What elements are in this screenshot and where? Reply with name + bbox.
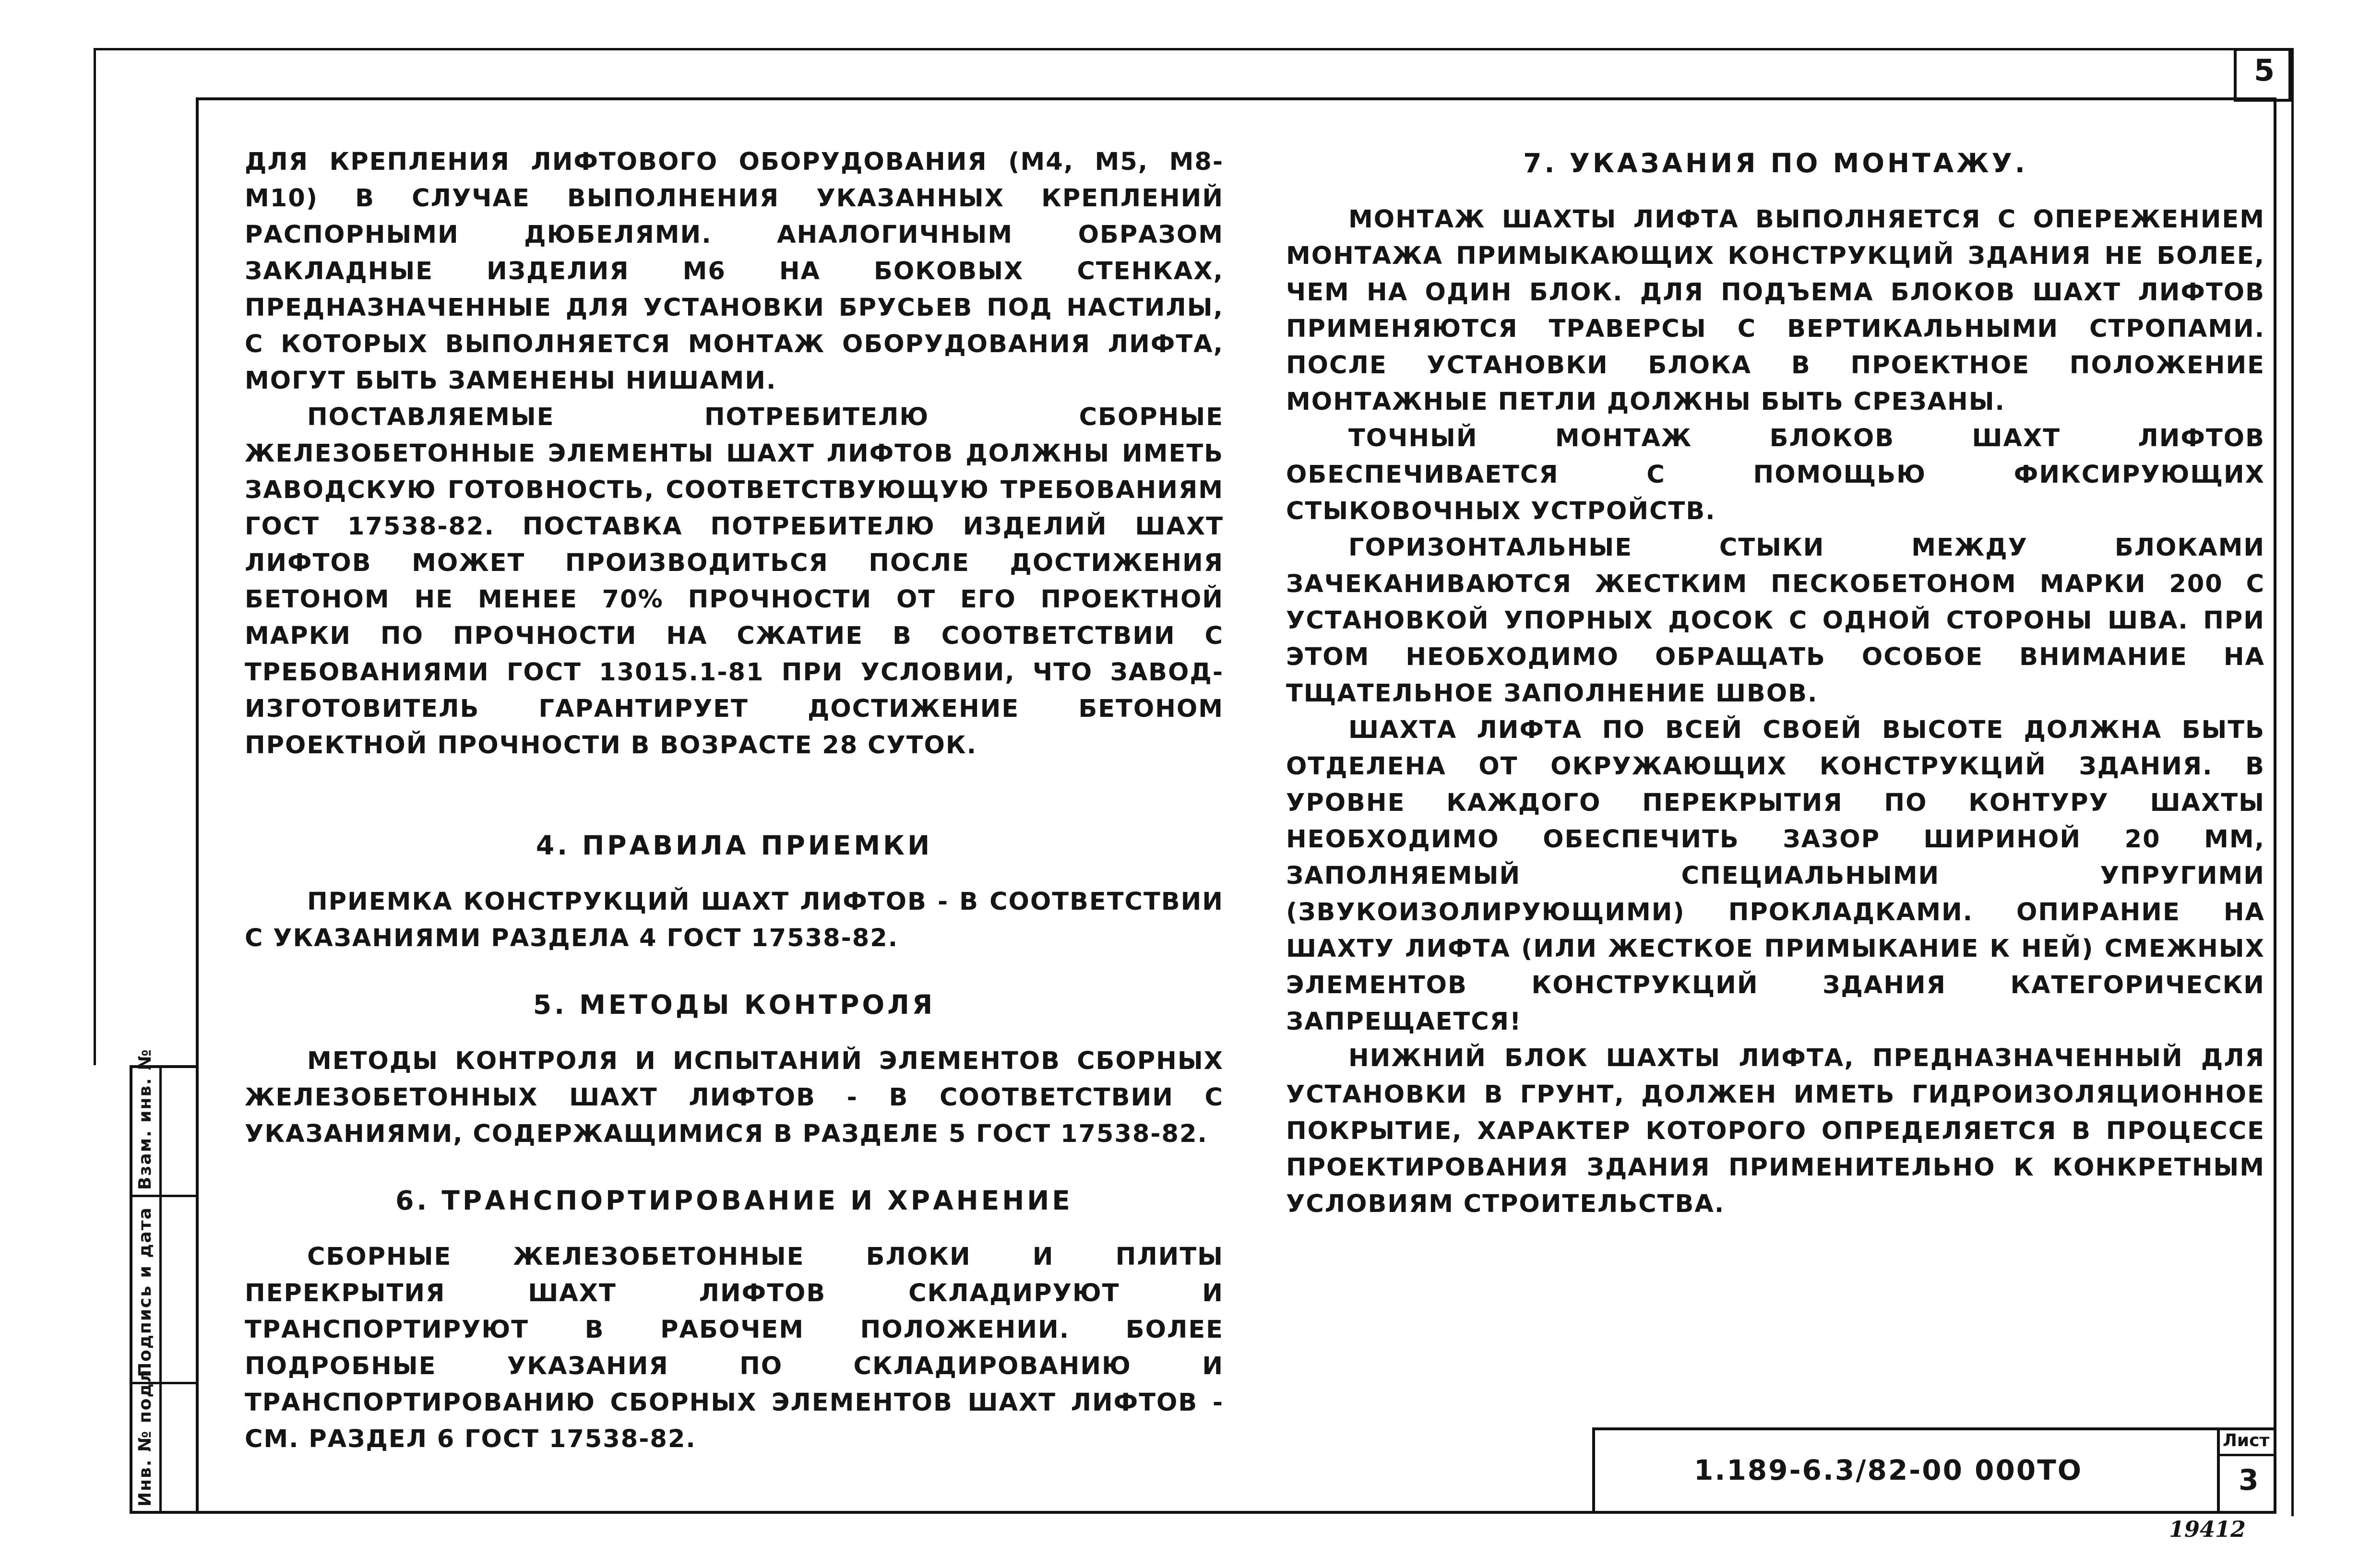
title-block-top-line: [1592, 1427, 2276, 1430]
side-stamp-vzam-inv: Взам. инв. №: [135, 1048, 155, 1190]
right-paragraph-3: ГОРИЗОНТАЛЬНЫЕ СТЫКИ МЕЖДУ БЛОКАМИ ЗАЧЕКАНИВАЮТСЯ ЖЕСТКИМ ПЕСКОБЕТОНОМ МАРКИ 200 С УСТАНОВКОЙ УПОРНЫХ ДОСОК С ОДНОЙ СТОРОНЫ ШВА. ПРИ ЭТОМ НЕОБХОДИМО ОБРАЩАТЬ ОСОБОЕ ВНИМАНИЕ НА ТЩАТЕЛЬНОЕ ЗАПОЛНЕНИЕ ШВОВ.: [1286, 534, 2265, 708]
title-block-left-line: [1592, 1427, 1595, 1514]
section-4-heading: 4. ПРАВИЛА ПРИЕМКИ: [536, 830, 933, 861]
right-paragraph-2: ТОЧНЫЙ МОНТАЖ БЛОКОВ ШАХТ ЛИФТОВ ОБЕСПЕЧИВАЕТСЯ С ПОМОЩЬЮ ФИКСИРУЮЩИХ СТЫКОВОЧНЫХ УСТРОЙСТВ.: [1286, 424, 2265, 525]
right-outer-line: [2291, 48, 2294, 1516]
sheet-value: 3: [2239, 1463, 2259, 1497]
left-paragraph-1: ДЛЯ КРЕПЛЕНИЯ ЛИФТОВОГО ОБОРУДОВАНИЯ (М4, М5, М8-М10) В СЛУЧАЕ ВЫПОЛНЕНИЯ УКАЗАННЫХ КРЕПЛЕНИЙ РАСПОРНЫМИ ДЮБЕЛЯМИ. АНАЛОГИЧНЫМ ОБРАЗОМ ЗАКЛАДНЫЕ ИЗДЕЛИЯ М6 НА БОКОВЫХ СТЕНКАХ, ПРЕДНАЗНАЧЕННЫЕ ДЛЯ УСТАНОВКИ БРУСЬЕВ ПОД НАСТИЛЫ, С КОТОРЫХ ВЫПОЛНЯЕТСЯ МОНТАЖ ОБОРУДОВАНИЯ ЛИФТА, МОГУТ БЫТЬ ЗАМЕНЕНЫ НИШАМИ.: [245, 148, 1224, 395]
left-outer-line: [94, 48, 96, 1065]
doc-code: 1.189-6.3/82-00 000ТО: [1694, 1454, 2083, 1486]
handwritten-note: 19412: [2169, 1516, 2246, 1542]
right-paragraph-5: НИЖНИЙ БЛОК ШАХТЫ ЛИФТА, ПРЕДНАЗНАЧЕННЫЙ ДЛЯ УСТАНОВКИ В ГРУНТ, ДОЛЖЕН ИМЕТЬ ГИДРОИЗОЛЯЦИОННОЕ ПОКРЫТИЕ, ХАРАКТЕР КОТОРОГО ОПРЕДЕЛЯЕТСЯ В ПРОЦЕССЕ ПРОЕКТИРОВАНИЯ ЗДАНИЯ ПРИМЕНИТЕЛЬНО К КОНКРЕТНЫМ УСЛОВИЯМ СТРОИТЕЛЬСТВА.: [1286, 1044, 2265, 1218]
sheet-label: Лист: [2223, 1431, 2270, 1450]
right-paragraph-4: ШАХТА ЛИФТА ПО ВСЕЙ СВОЕЙ ВЫСОТЕ ДОЛЖНА БЫТЬ ОТДЕЛЕНА ОТ ОКРУЖАЮЩИХ КОНСТРУКЦИЙ ЗДАНИЯ. В УРОВНЕ КАЖДОГО ПЕРЕКРЫТИЯ ПО КОНТУРУ ШАХТЫ НЕОБХОДИМО ОБЕСПЕЧИТЬ ЗАЗОР ШИРИНОЙ 20 ММ, ЗАПОЛНЯЕМЫЙ СПЕЦИАЛЬНЫМИ УПРУГИМИ (ЗВУКОИЗОЛИРУЮЩИМИ) ПРОКЛАДКАМИ. ОПИРАНИЕ НА ШАХТУ ЛИФТА (ИЛИ ЖЕСТКОЕ ПРИМЫКАНИЕ К НЕЙ) СМЕЖНЫХ ЭЛЕМЕНТОВ КОНСТРУКЦИЙ ЗДАНИЯ КАТЕГОРИЧЕСКИ ЗАПРЕЩАЕТСЯ!: [1286, 716, 2265, 1036]
page-number: 5: [2254, 53, 2275, 88]
section-7-heading: 7. УКАЗАНИЯ ПО МОНТАЖУ.: [1523, 148, 2028, 178]
side-stamp-divider: [159, 1065, 162, 1514]
right-paragraph-1: МОНТАЖ ШАХТЫ ЛИФТА ВЫПОЛНЯЕТСЯ С ОПЕРЕЖЕНИЕМ МОНТАЖА ПРИМЫКАЮЩИХ КОНСТРУКЦИЙ ЗДАНИЯ НЕ БОЛЕЕ, ЧЕМ НА ОДИН БЛОК. ДЛЯ ПОДЪЕМА БЛОКОВ ШАХТ ЛИФТОВ ПРИМЕНЯЮТСЯ ТРАВЕРСЫ С ВЕРТИКАЛЬНЫМИ СТРОПАМИ. ПОСЛЕ УСТАНОВКИ БЛОКА В ПРОЕКТНОЕ ПОЛОЖЕНИЕ МОНТАЖНЫЕ ПЕТЛИ ДОЛЖНЫ БЫТЬ СРЕЗАНЫ.: [1286, 205, 2265, 416]
side-stamp-row1: [130, 1195, 199, 1197]
sheet-cell-divider: [2217, 1454, 2276, 1456]
top-outer-line: [94, 48, 2291, 50]
side-stamp-inv-podl: Инв. № подл.: [135, 1361, 155, 1507]
left-paragraph-5: СБОРНЫЕ ЖЕЛЕЗОБЕТОННЫЕ БЛОКИ И ПЛИТЫ ПЕРЕКРЫТИЯ ШАХТ ЛИФТОВ СКЛАДИРУЮТ И ТРАНСПОРТИРУЮТ В РАБОЧЕМ ПОЛОЖЕНИИ. БОЛЕЕ ПОДРОБНЫЕ УКАЗАНИЯ ПО СКЛАДИРОВАНИЮ И ТРАНСПОРТИРОВАНИЮ СБОРНЫХ ЭЛЕМЕНТОВ ШАХТ ЛИФТОВ - СМ. РАЗДЕЛ 6 ГОСТ 17538-82.: [245, 1243, 1224, 1453]
side-stamp-podpis-data: Подпись и дата: [135, 1207, 155, 1377]
left-paragraph-4: МЕТОДЫ КОНТРОЛЯ И ИСПЫТАНИЙ ЭЛЕМЕНТОВ СБОРНЫХ ЖЕЛЕЗОБЕТОННЫХ ШАХТ ЛИФТОВ - В СООТВЕТСТВИИ С УКАЗАНИЯМИ, СОДЕРЖАЩИМИСЯ В РАЗДЕЛЕ 5 ГОСТ 17538-82.: [245, 1047, 1224, 1148]
sheet-cell-left-line: [2217, 1427, 2220, 1514]
left-paragraph-2: ПОСТАВЛЯЕМЫЕ ПОТРЕБИТЕЛЮ СБОРНЫЕ ЖЕЛЕЗОБЕТОННЫЕ ЭЛЕМЕНТЫ ШАХТ ЛИФТОВ ДОЛЖНЫ ИМЕТЬ ЗАВОДСКУЮ ГОТОВНОСТЬ, СООТВЕТСТВУЮЩУЮ ТРЕБОВАНИЯМ ГОСТ 17538-82. ПОСТАВКА ПОТРЕБИТЕЛЮ ИЗДЕЛИЙ ШАХТ ЛИФТОВ МОЖЕТ ПРОИЗВОДИТЬСЯ ПОСЛЕ ДОСТИЖЕНИЯ БЕТОНОМ НЕ МЕНЕЕ 70% ПРОЧНОСТИ ОТ ЕГО ПРОЕКТНОЙ МАРКИ ПО ПРОЧНОСТИ НА СЖАТИЕ В СООТВЕТСТВИИ С ТРЕБОВАНИЯМИ ГОСТ 13015.1-81 ПРИ УСЛОВИИ, ЧТО ЗАВОД-ИЗГОТОВИТЕЛЬ ГАРАНТИРУЕТ ДОСТИЖЕНИЕ БЕТОНОМ ПРОЕКТНОЙ ПРОЧНОСТИ В ВОЗРАСТЕ 28 СУТОК.: [245, 403, 1224, 760]
left-column: [245, 144, 1224, 1458]
right-column: [1286, 144, 2265, 1223]
section-5-heading: 5. МЕТОДЫ КОНТРОЛЯ: [533, 989, 936, 1020]
section-6-heading: 6. ТРАНСПОРТИРОВАНИЕ И ХРАНЕНИЕ: [395, 1185, 1073, 1216]
left-paragraph-3: ПРИЕМКА КОНСТРУКЦИЙ ШАХТ ЛИФТОВ - В СООТВЕТСТВИИ С УКАЗАНИЯМИ РАЗДЕЛА 4 ГОСТ 17538-82.: [245, 888, 1224, 952]
